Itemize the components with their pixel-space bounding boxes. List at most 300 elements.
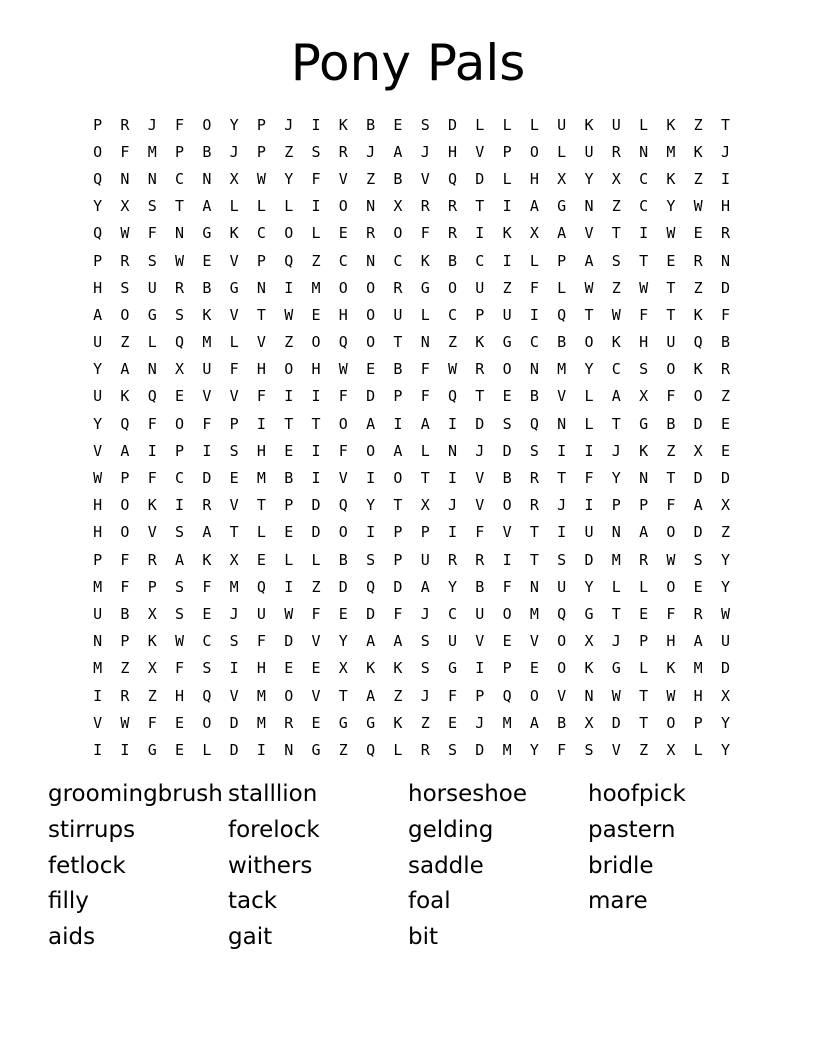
grid-letter: Q (557, 305, 567, 324)
grid-letter: S (175, 523, 185, 542)
grid-letter: I (366, 469, 376, 488)
word-list-item: stirrups (48, 816, 136, 843)
grid-letter: Y (720, 550, 730, 569)
grid-letter: Q (447, 387, 458, 406)
grid-letter: F (393, 604, 403, 623)
word-list-item: gait (228, 924, 273, 951)
grid-letter: E (693, 224, 703, 243)
grid-letter: M (202, 333, 212, 352)
grid-letter: A (393, 441, 403, 460)
grid-letter: I (311, 387, 321, 406)
grid-letter: R (529, 496, 539, 515)
grid-letter: X (338, 659, 348, 678)
grid-letter: Y (584, 169, 594, 188)
grid-letter: Y (529, 740, 539, 759)
grid-letter: B (338, 550, 348, 569)
grid-letter: P (693, 713, 703, 732)
grid-letter: A (393, 632, 403, 651)
grid-letter: E (502, 387, 512, 406)
grid-letter: R (202, 496, 212, 515)
grid-letter: N (175, 224, 185, 243)
word-list-item: saddle (408, 852, 484, 879)
grid-letter: R (447, 550, 458, 569)
grid-letter: A (366, 632, 376, 651)
grid-letter: I (720, 169, 730, 188)
grid-letter: W (284, 604, 294, 623)
grid-letter: V (147, 523, 157, 542)
grid-letter: T (475, 197, 485, 216)
grid-letter: Y (338, 632, 348, 651)
grid-letter: A (529, 713, 539, 732)
grid-letter: I (256, 740, 266, 759)
grid-letter: I (175, 496, 185, 515)
grid-letter: U (502, 305, 512, 324)
grid-letter: O (93, 142, 103, 161)
grid-row (84, 628, 739, 655)
grid-letter: G (338, 713, 348, 732)
grid-letter: O (666, 360, 676, 379)
grid-letter: X (529, 224, 539, 243)
grid-letter: N (557, 414, 567, 433)
grid-letter: E (202, 251, 212, 270)
grid-letter: Y (584, 360, 594, 379)
grid-letter: F (666, 604, 676, 623)
grid-letter: G (311, 740, 321, 759)
grid-letter: W (611, 305, 621, 324)
grid-letter: J (420, 142, 430, 161)
grid-letter: J (366, 142, 376, 161)
grid-letter: T (284, 414, 294, 433)
grid-letter: D (284, 632, 294, 651)
grid-letter: P (120, 469, 130, 488)
grid-letter: S (693, 550, 703, 569)
grid-letter: W (720, 604, 730, 623)
grid-letter: T (720, 115, 730, 134)
grid-letter: T (611, 224, 621, 243)
grid-letter: M (93, 659, 103, 678)
grid-letter: U (147, 278, 157, 297)
word-list-item: withers (228, 852, 313, 879)
grid-letter: S (175, 604, 185, 623)
grid-letter: Y (93, 414, 103, 433)
grid-letter: E (311, 713, 321, 732)
grid-letter: T (611, 604, 621, 623)
grid-letter: O (120, 305, 130, 324)
grid-letter: D (311, 496, 321, 515)
grid-letter: P (475, 686, 485, 705)
grid-letter: M (502, 740, 512, 759)
grid-letter: B (557, 333, 567, 352)
grid-letter: D (720, 659, 730, 678)
grid-letter: W (175, 251, 185, 270)
grid-letter: P (175, 441, 185, 460)
grid-letter: D (311, 523, 321, 542)
grid-letter: P (93, 115, 103, 134)
grid-letter: E (338, 224, 348, 243)
grid-letter: P (420, 523, 430, 542)
grid-letter: I (502, 251, 512, 270)
grid-letter: U (584, 142, 594, 161)
grid-letter: Z (366, 169, 376, 188)
grid-letter: O (502, 360, 512, 379)
grid-letter: H (529, 169, 539, 188)
grid-letter: I (284, 577, 294, 596)
grid-letter: Z (338, 740, 348, 759)
grid-letter: Z (693, 278, 703, 297)
grid-letter: A (693, 632, 703, 651)
grid-letter: C (175, 169, 185, 188)
grid-letter: R (284, 713, 294, 732)
grid-letter: D (584, 550, 594, 569)
grid-letter: E (175, 740, 185, 759)
grid-letter: P (120, 632, 130, 651)
grid-letter: I (393, 414, 403, 433)
grid-letter: R (175, 278, 185, 297)
grid-letter: V (584, 224, 594, 243)
grid-letter: K (366, 659, 376, 678)
grid-letter: W (175, 632, 185, 651)
grid-letter: N (147, 360, 157, 379)
grid-letter: Y (720, 713, 730, 732)
grid-letter: F (311, 604, 321, 623)
grid-letter: M (256, 469, 266, 488)
grid-letter: V (93, 441, 103, 460)
grid-letter: P (256, 251, 266, 270)
grid-letter: X (584, 713, 594, 732)
grid-letter: Q (202, 686, 212, 705)
grid-letter: J (420, 604, 430, 623)
grid-letter: B (202, 278, 212, 297)
grid-letter: M (256, 713, 266, 732)
grid-letter: C (175, 469, 185, 488)
grid-letter: M (693, 659, 703, 678)
grid-letter: M (666, 142, 676, 161)
grid-letter: L (502, 115, 512, 134)
grid-letter: D (693, 523, 703, 542)
grid-letter: N (366, 197, 376, 216)
grid-letter: I (147, 441, 157, 460)
grid-letter: T (256, 496, 266, 515)
grid-letter: F (120, 550, 130, 569)
grid-letter: Z (447, 333, 458, 352)
grid-letter: N (611, 523, 621, 542)
grid-letter: I (447, 414, 458, 433)
grid-letter: F (639, 305, 649, 324)
grid-letter: T (666, 469, 676, 488)
grid-letter: E (720, 414, 730, 433)
grid-letter: Z (284, 333, 294, 352)
grid-letter: W (256, 169, 266, 188)
grid-letter: V (229, 496, 239, 515)
grid-letter: A (420, 577, 430, 596)
grid-letter: Y (666, 197, 676, 216)
grid-letter: K (420, 251, 430, 270)
grid-letter: Z (311, 577, 321, 596)
word-list-item: bit (408, 924, 439, 951)
grid-letter: X (229, 169, 239, 188)
grid-letter: O (693, 387, 703, 406)
grid-letter: L (256, 197, 266, 216)
grid-letter: E (175, 387, 185, 406)
grid-letter: Q (147, 387, 157, 406)
grid-letter: R (611, 142, 621, 161)
word-list-item: forelock (228, 816, 320, 843)
grid-letter: I (529, 305, 539, 324)
grid-letter: F (420, 387, 430, 406)
grid-letter: T (529, 523, 539, 542)
grid-row (84, 247, 739, 274)
grid-letter: P (502, 659, 512, 678)
grid-letter: P (93, 550, 103, 569)
grid-letter: J (611, 632, 621, 651)
grid-letter: F (420, 224, 430, 243)
grid-letter: J (229, 604, 239, 623)
grid-letter: E (311, 659, 321, 678)
grid-letter: P (93, 251, 103, 270)
grid-letter: L (584, 387, 594, 406)
grid-letter: Z (611, 278, 621, 297)
grid-letter: D (475, 169, 485, 188)
grid-letter: T (666, 305, 676, 324)
grid-letter: I (311, 115, 321, 134)
grid-letter: T (611, 414, 621, 433)
grid-letter: K (666, 115, 676, 134)
grid-letter: P (256, 142, 266, 161)
grid-row (84, 655, 739, 682)
grid-letter: J (229, 142, 239, 161)
grid-letter: I (284, 387, 294, 406)
grid-letter: Q (93, 224, 103, 243)
grid-letter: Z (720, 523, 730, 542)
grid-letter: V (557, 686, 567, 705)
grid-letter: H (338, 305, 348, 324)
grid-letter: O (338, 278, 348, 297)
grid-letter: U (557, 577, 567, 596)
grid-letter: N (720, 251, 730, 270)
grid-letter: X (120, 197, 130, 216)
grid-letter: C (447, 305, 458, 324)
grid-letter: Q (447, 169, 458, 188)
grid-letter: I (311, 197, 321, 216)
grid-letter: P (229, 414, 239, 433)
grid-letter: R (475, 550, 485, 569)
grid-letter: V (311, 632, 321, 651)
grid-letter: O (202, 115, 212, 134)
grid-letter: V (229, 387, 239, 406)
grid-letter: E (284, 523, 294, 542)
grid-letter: D (338, 577, 348, 596)
grid-row (84, 600, 739, 627)
grid-letter: I (120, 740, 130, 759)
grid-letter: E (639, 604, 649, 623)
grid-letter: V (475, 142, 485, 161)
grid-letter: S (639, 360, 649, 379)
grid-letter: E (447, 713, 458, 732)
grid-letter: R (447, 224, 458, 243)
grid-letter: V (311, 686, 321, 705)
grid-letter: K (202, 550, 212, 569)
grid-letter: K (693, 142, 703, 161)
grid-letter: D (502, 441, 512, 460)
grid-row (84, 682, 739, 709)
grid-letter: Z (666, 441, 676, 460)
grid-letter: V (229, 251, 239, 270)
grid-letter: Z (311, 251, 321, 270)
grid-letter: T (175, 197, 185, 216)
grid-row (84, 709, 739, 736)
grid-letter: U (447, 632, 458, 651)
grid-letter: I (557, 523, 567, 542)
grid-letter: Z (502, 278, 512, 297)
grid-letter: H (93, 523, 103, 542)
grid-letter: D (366, 387, 376, 406)
grid-letter: G (447, 659, 458, 678)
grid-letter: G (147, 740, 157, 759)
grid-letter: I (584, 441, 594, 460)
grid-letter: P (639, 632, 649, 651)
grid-letter: F (720, 305, 730, 324)
grid-letter: O (502, 604, 512, 623)
grid-letter: C (338, 251, 348, 270)
grid-letter: P (393, 387, 403, 406)
grid-letter: L (284, 197, 294, 216)
grid-letter: F (529, 278, 539, 297)
grid-letter: L (639, 115, 649, 134)
grid-letter: B (120, 604, 130, 623)
grid-letter: O (666, 713, 676, 732)
grid-letter: X (611, 169, 621, 188)
grid-letter: Y (720, 577, 730, 596)
grid-letter: N (529, 577, 539, 596)
grid-letter: T (639, 713, 649, 732)
grid-letter: W (611, 686, 621, 705)
word-list-item: stalllion (228, 781, 318, 807)
grid-letter: D (693, 469, 703, 488)
grid-letter: F (147, 224, 157, 243)
grid-letter: N (529, 360, 539, 379)
grid-letter: C (611, 360, 621, 379)
grid-letter: J (420, 686, 430, 705)
grid-letter: U (720, 632, 730, 651)
grid-letter: A (120, 360, 130, 379)
grid-letter: V (502, 523, 512, 542)
grid-row (84, 193, 739, 220)
grid-row (84, 138, 739, 165)
grid-letter: V (475, 469, 485, 488)
grid-letter: L (529, 251, 539, 270)
grid-letter: R (393, 278, 403, 297)
grid-letter: G (147, 305, 157, 324)
grid-letter: A (611, 387, 621, 406)
grid-letter: S (202, 659, 212, 678)
grid-letter: U (475, 604, 485, 623)
grid-row (84, 519, 739, 546)
grid-letter: E (338, 604, 348, 623)
grid-letter: O (529, 142, 539, 161)
grid-letter: Q (557, 604, 567, 623)
grid-letter: S (420, 632, 430, 651)
grid-letter: X (584, 632, 594, 651)
grid-letter: E (720, 441, 730, 460)
grid-letter: Z (611, 197, 621, 216)
grid-letter: S (229, 632, 239, 651)
grid-letter: B (447, 251, 458, 270)
grid-letter: B (202, 142, 212, 161)
grid-letter: P (147, 577, 157, 596)
grid-letter: Z (639, 740, 649, 759)
grid-letter: R (720, 224, 730, 243)
grid-letter: I (475, 224, 485, 243)
grid-letter: R (120, 115, 130, 134)
grid-letter: W (666, 686, 676, 705)
grid-letter: W (666, 550, 676, 569)
grid-letter: Q (338, 496, 348, 515)
grid-letter: O (338, 197, 348, 216)
grid-letter: L (611, 577, 621, 596)
grid-letter: E (693, 577, 703, 596)
grid-letter: X (229, 550, 239, 569)
grid-letter: R (693, 251, 703, 270)
grid-letter: X (557, 169, 567, 188)
grid-letter: Y (584, 577, 594, 596)
grid-letter: P (393, 523, 403, 542)
grid-row (84, 410, 739, 437)
word-list-item: bridle (588, 852, 654, 879)
grid-letter: I (311, 441, 321, 460)
grid-letter: X (666, 740, 676, 759)
grid-letter: F (502, 577, 512, 596)
grid-letter: B (393, 360, 403, 379)
grid-letter: B (666, 414, 676, 433)
grid-letter: H (93, 496, 103, 515)
grid-letter: I (256, 414, 266, 433)
grid-letter: M (502, 713, 512, 732)
grid-letter: D (693, 414, 703, 433)
grid-letter: R (120, 251, 130, 270)
grid-letter: N (120, 169, 130, 188)
grid-letter: M (93, 577, 103, 596)
grid-letter: S (584, 740, 594, 759)
grid-letter: A (420, 414, 430, 433)
word-list-item: mare (588, 888, 648, 915)
grid-letter: F (338, 441, 348, 460)
grid-letter: U (393, 305, 403, 324)
grid-letter: A (202, 523, 212, 542)
grid-letter: W (120, 224, 130, 243)
grid-letter: A (693, 496, 703, 515)
grid-letter: O (502, 496, 512, 515)
grid-letter: X (693, 441, 703, 460)
grid-letter: S (147, 197, 157, 216)
grid-letter: O (529, 686, 539, 705)
grid-letter: X (720, 686, 730, 705)
grid-letter: S (229, 441, 239, 460)
grid-letter: D (229, 713, 239, 732)
grid-letter: H (447, 142, 458, 161)
grid-letter: D (611, 713, 621, 732)
grid-letter: N (284, 740, 294, 759)
grid-letter: K (666, 169, 676, 188)
grid-letter: I (639, 224, 649, 243)
grid-letter: H (256, 441, 266, 460)
grid-letter: X (147, 604, 157, 623)
word-list-item: aids (48, 924, 96, 951)
grid-letter: L (584, 414, 594, 433)
grid-letter: T (420, 469, 430, 488)
grid-letter: M (529, 604, 539, 623)
grid-letter: F (120, 142, 130, 161)
grid-letter: W (338, 360, 348, 379)
